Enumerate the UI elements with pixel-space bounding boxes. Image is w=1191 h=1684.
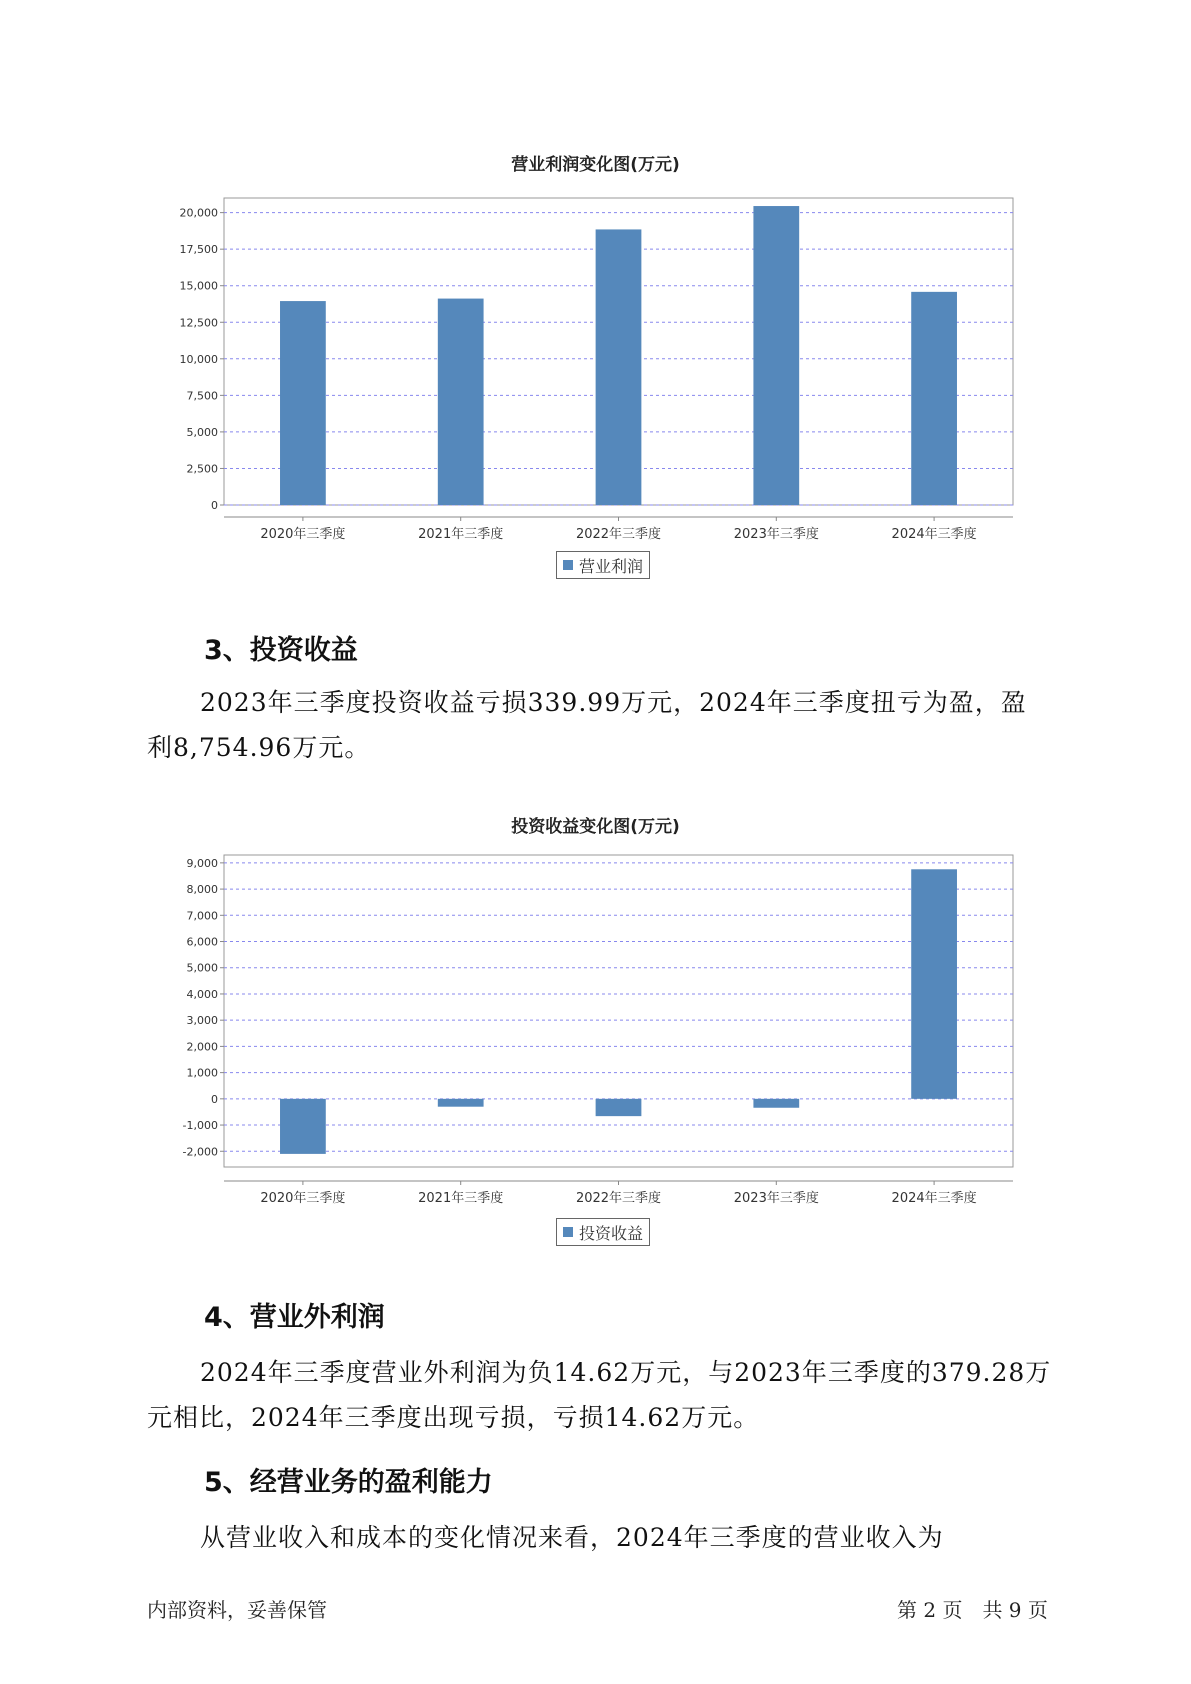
section-3-line-2: 利8,754.96万元。: [147, 733, 371, 762]
chart2-title: 投资收益变化图(万元): [511, 817, 680, 837]
bar: [911, 869, 957, 1099]
y-tick-label: 8,000: [186, 883, 218, 897]
y-tick-label: 5,000: [186, 425, 218, 439]
footer-page-number: 第 2 页 共 9 页: [897, 1598, 1048, 1622]
legend-swatch: [563, 1227, 573, 1237]
y-tick-label: 10,000: [179, 352, 218, 366]
chart1-title: 营业利润变化图(万元): [511, 155, 680, 175]
investment-income-chart: [0, 835, 1191, 1205]
y-tick-label: 4,000: [186, 987, 218, 1001]
y-tick-label: 7,000: [186, 909, 218, 923]
bar: [596, 1099, 642, 1116]
y-tick-label: 9,000: [186, 856, 218, 870]
y-tick-label: -2,000: [182, 1145, 218, 1159]
y-tick-label: 0: [211, 1092, 218, 1106]
y-tick-label: 20,000: [179, 206, 218, 220]
operating-profit-chart: [0, 170, 1191, 540]
x-tick-label: 2020年三季度: [260, 1191, 346, 1205]
section-3-line-1: 2023年三季度投资收益亏损339.99万元，2024年三季度扭亏为盈，盈: [200, 688, 1027, 717]
x-tick-label: 2023年三季度: [733, 527, 819, 540]
section-5-line-1: 从营业收入和成本的变化情况来看，2024年三季度的营业收入为: [200, 1523, 944, 1552]
section-5-paragraph: [147, 1515, 1062, 1560]
bar: [911, 292, 957, 505]
chart2-legend-label: 投资收益: [579, 1223, 644, 1243]
section-4-paragraph: [147, 1350, 1062, 1440]
section-4-line-2: 元相比，2024年三季度出现亏损，亏损14.62万元。: [147, 1403, 760, 1432]
bar: [438, 1099, 484, 1107]
y-tick-label: 17,500: [179, 243, 218, 257]
chart2-legend: [556, 1218, 650, 1246]
chart1-legend-label: 营业利润: [579, 556, 644, 576]
y-tick-label: 0: [211, 499, 218, 512]
x-tick-label: 2024年三季度: [891, 1191, 977, 1205]
y-tick-label: -1,000: [182, 1119, 218, 1133]
x-tick-label: 2023年三季度: [733, 1191, 819, 1205]
y-tick-label: 2,000: [186, 1040, 218, 1054]
x-tick-label: 2022年三季度: [575, 527, 662, 540]
bar: [280, 301, 326, 505]
bar: [753, 206, 799, 505]
chart1-legend: [556, 551, 650, 579]
footer-confidential: 内部资料，妥善保管: [147, 1598, 327, 1622]
section-4-line-1: 2024年三季度营业外利润为负14.62万元，与2023年三季度的379.28万: [200, 1358, 1052, 1387]
section-3-paragraph: [147, 680, 1062, 770]
y-tick-label: 5,000: [186, 961, 218, 975]
bar: [596, 229, 642, 505]
section-3-heading: 3、投资收益: [204, 635, 358, 666]
y-tick-label: 1,000: [186, 1066, 218, 1080]
bar: [438, 299, 484, 505]
x-tick-label: 2021年三季度: [418, 1191, 504, 1205]
x-tick-label: 2024年三季度: [891, 527, 977, 540]
bar: [280, 1099, 326, 1154]
y-tick-label: 12,500: [179, 316, 218, 330]
bar: [753, 1099, 799, 1108]
x-tick-label: 2020年三季度: [260, 527, 346, 540]
plot-area: [224, 855, 1013, 1167]
x-tick-label: 2021年三季度: [418, 527, 504, 540]
y-tick-label: 7,500: [186, 389, 218, 403]
x-tick-label: 2022年三季度: [575, 1191, 662, 1205]
y-tick-label: 3,000: [186, 1014, 218, 1028]
y-tick-label: 2,500: [186, 462, 218, 476]
section-4-heading: 4、营业外利润: [204, 1302, 385, 1333]
y-tick-label: 6,000: [186, 935, 218, 949]
legend-swatch: [563, 560, 573, 570]
section-5-heading: 5、经营业务的盈利能力: [204, 1467, 493, 1498]
y-tick-label: 15,000: [179, 279, 218, 293]
